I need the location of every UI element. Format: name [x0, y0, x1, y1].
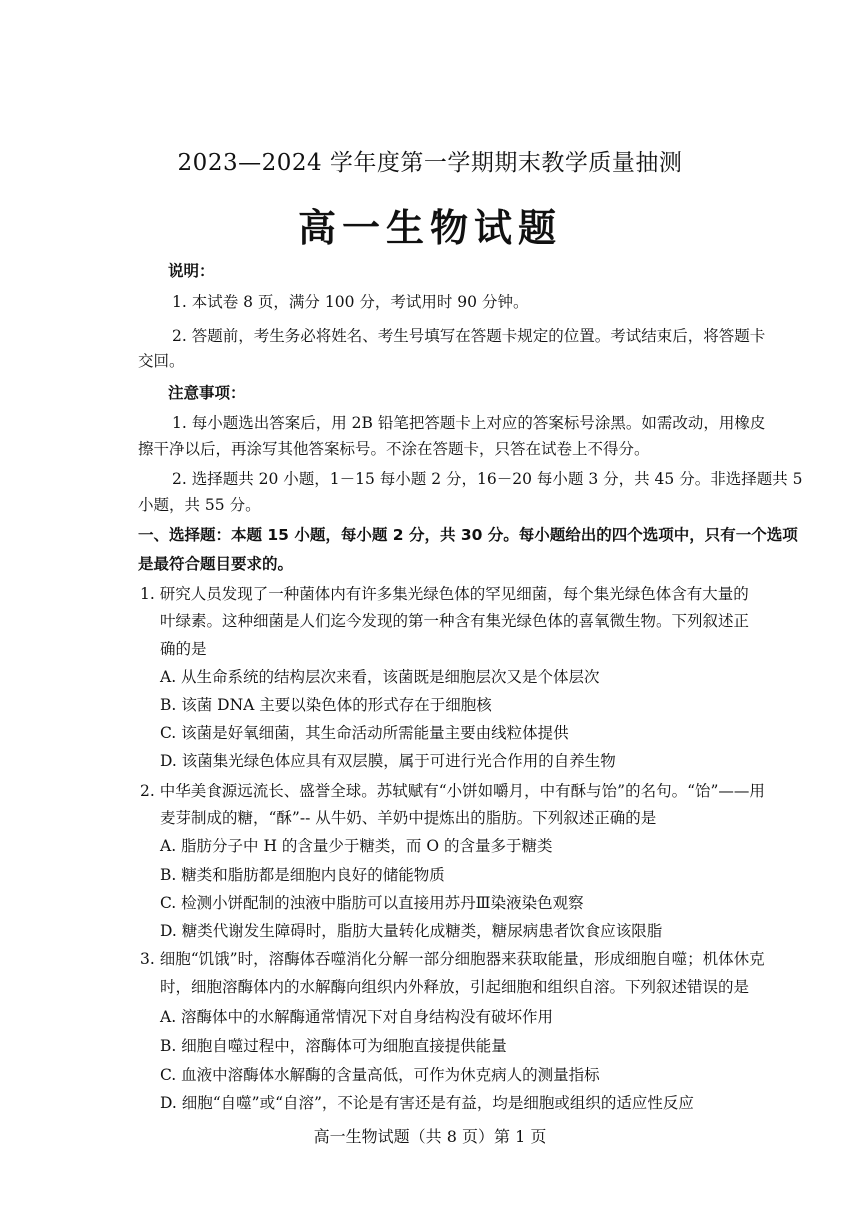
page-footer: 高一生物试题（共 8 页）第 1 页 — [313, 1127, 547, 1146]
question-2-option-b: B. 糖类和脂肪都是细胞内良好的储能物质 — [160, 866, 445, 884]
question-1-option-b: B. 该菌 DNA 主要以染色体的形式存在于细胞核 — [160, 696, 492, 714]
exam-title: 高一生物试题 — [297, 206, 562, 250]
question-3-option-d: D. 细胞“自噬”或“自溶”，不论是有害还是有益，均是细胞或组织的适应性反应 — [160, 1094, 694, 1112]
instruction-line: 2. 答题前，考生务必将姓名、考生号填写在答题卡规定的位置。考试结束后，将答题卡 — [172, 327, 766, 345]
instructions-heading: 说明： — [168, 262, 215, 280]
note-line: 小题，共 55 分。 — [138, 496, 261, 514]
question-1-stem: 1. 研究人员发现了一种菌体内有许多集光绿色体的罕见细菌，每个集光绿色体含有大量的 — [140, 585, 749, 603]
question-3-option-b: B. 细胞自噬过程中，溶酶体可为细胞直接提供能量 — [160, 1037, 507, 1055]
question-3-option-c: C. 血液中溶酶体水解酶的含量高低，可作为休克病人的测量指标 — [160, 1066, 600, 1084]
question-2-option-c: C. 检测小饼配制的浊液中脂肪可以直接用苏丹Ⅲ染液染色观察 — [160, 894, 584, 912]
notes-heading: 注意事项： — [168, 384, 246, 402]
section-heading-line: 是最符合题目要求的。 — [138, 555, 294, 573]
question-2-stem: 麦芽制成的糖，“酥”-- 从牛奶、羊奶中提炼出的脂肪。下列叙述正确的是 — [160, 809, 657, 827]
question-1-option-c: C. 该菌是好氧细菌，其生命活动所需能量主要由线粒体提供 — [160, 724, 569, 742]
question-1-stem: 确的是 — [160, 640, 207, 658]
exam-subtitle: 2023—2024 学年度第一学期期末教学质量抽测 — [177, 150, 683, 176]
note-line: 1. 每小题选出答案后，用 2B 铅笔把答题卡上对应的答案标号涂黑。如需改动，用橡皮 — [172, 414, 766, 432]
question-1-option-d: D. 该菌集光绿色体应具有双层膜，属于可进行光合作用的自养生物 — [160, 752, 616, 770]
question-3-stem: 时，细胞溶酶体内的水解酶向组织内外释放，引起细胞和组织自溶。下列叙述错误的是 — [160, 978, 750, 996]
question-2-option-a: A. 脂肪分子中 H 的含量少于糖类，而 O 的含量多于糖类 — [160, 837, 553, 855]
instruction-line: 交回。 — [138, 352, 185, 370]
question-2-option-d: D. 糖类代谢发生障碍时，脂肪大量转化成糖类，糖尿病患者饮食应该限脂 — [160, 922, 663, 940]
note-line: 擦干净以后，再涂写其他答案标号。不涂在答题卡，只答在试卷上不得分。 — [138, 440, 650, 458]
section-heading-line: 一、选择题：本题 15 小题，每小题 2 分，共 30 分。每小题给出的四个选项中，只有一个选项 — [138, 526, 798, 544]
question-1-option-a: A. 从生命系统的结构层次来看，该菌既是细胞层次又是个体层次 — [160, 668, 600, 686]
question-2-stem: 2. 中华美食源远流长、盛誉全球。苏轼赋有“小饼如嚼月，中有酥与饴”的名句。“饴”——用 — [140, 782, 765, 800]
note-line: 2. 选择题共 20 小题，1－15 每小题 2 分，16－20 每小题 3 分，共 45 分。非选择题共 5 — [172, 470, 803, 488]
instruction-line: 1. 本试卷 8 页，满分 100 分，考试用时 90 分钟。 — [172, 293, 529, 311]
question-1-stem: 叶绿素。这种细菌是人们迄今发现的第一种含有集光绿色体的喜氧微生物。下列叙述正 — [160, 612, 750, 630]
question-3-option-a: A. 溶酶体中的水解酶通常情况下对自身结构没有破坏作用 — [160, 1008, 554, 1026]
question-3-stem: 3. 细胞“饥饿”时，溶酶体吞噬消化分解一部分细胞器来获取能量，形成细胞自噬；机体休克 — [140, 950, 765, 968]
